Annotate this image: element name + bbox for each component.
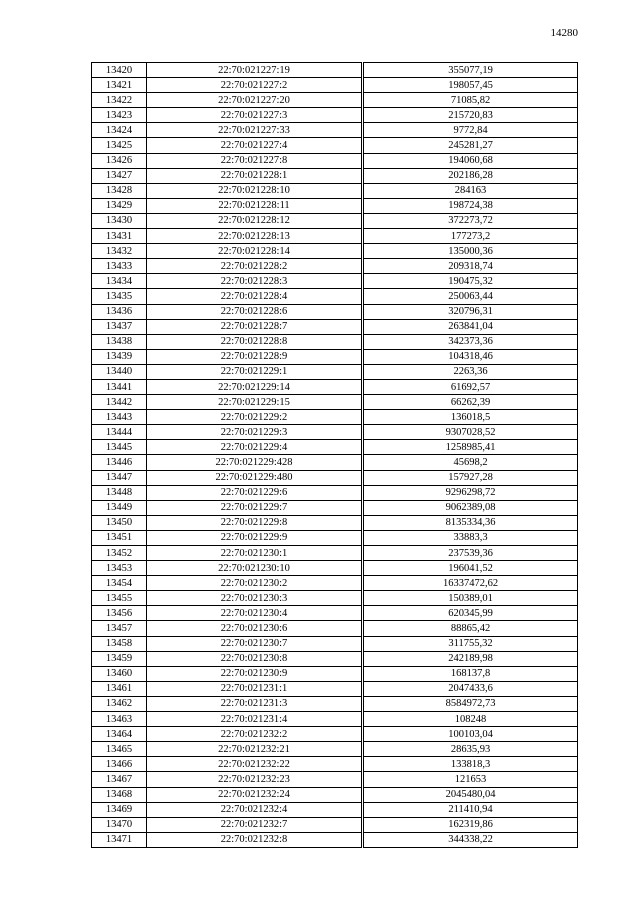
cadastral-value-cell: 61692,57 [364, 379, 578, 394]
row-number-cell: 13436 [92, 304, 147, 319]
cadastral-number-cell: 22:70:021228:9 [147, 349, 362, 364]
cadastral-number-cell: 22:70:021232:8 [147, 832, 362, 847]
cadastral-value-cell: 311755,32 [364, 636, 578, 651]
row-number-cell: 13468 [92, 787, 147, 802]
cadastral-value-cell: 9296298,72 [364, 485, 578, 500]
table-row [92, 440, 578, 455]
cadastral-value-cell: 9772,84 [364, 123, 578, 138]
cadastral-value-cell: 100103,04 [364, 727, 578, 742]
row-number-cell: 13438 [92, 334, 147, 349]
table-row [92, 712, 578, 727]
table-row [92, 530, 578, 545]
cadastral-value-cell: 209318,74 [364, 259, 578, 274]
row-number-cell: 13432 [92, 244, 147, 259]
table-row [92, 319, 578, 334]
cadastral-number-cell: 22:70:021232:7 [147, 817, 362, 832]
row-number-cell: 13440 [92, 364, 147, 379]
cadastral-value-cell: 342373,36 [364, 334, 578, 349]
row-number-cell: 13459 [92, 651, 147, 666]
row-number-cell: 13423 [92, 108, 147, 123]
cadastral-value-cell: 198724,38 [364, 198, 578, 213]
row-number-cell: 13471 [92, 832, 147, 847]
cadastral-value-cell: 215720,83 [364, 108, 578, 123]
cadastral-number-cell: 22:70:021229:3 [147, 425, 362, 440]
row-number-cell: 13425 [92, 138, 147, 153]
row-number-cell: 13452 [92, 546, 147, 561]
cadastral-value-cell: 355077,19 [364, 63, 578, 78]
cadastral-number-cell: 22:70:021227:19 [147, 63, 362, 78]
table-row [92, 108, 578, 123]
table-row [92, 334, 578, 349]
row-number-cell: 13461 [92, 681, 147, 696]
row-number-cell: 13469 [92, 802, 147, 817]
cadastral-number-cell: 22:70:021230:1 [147, 546, 362, 561]
cadastral-value-cell: 168137,8 [364, 666, 578, 681]
row-number-cell: 13444 [92, 425, 147, 440]
cadastral-value-cell: 135000,36 [364, 244, 578, 259]
cadastral-number-cell: 22:70:021229:428 [147, 455, 362, 470]
table-row [92, 425, 578, 440]
cadastral-number-cell: 22:70:021230:6 [147, 621, 362, 636]
cadastral-number-cell: 22:70:021232:22 [147, 757, 362, 772]
cadastral-value-cell: 196041,52 [364, 561, 578, 576]
cadastral-number-cell: 22:70:021228:3 [147, 274, 362, 289]
cadastral-value-cell: 162319,86 [364, 817, 578, 832]
cadastral-value-cell: 104318,46 [364, 349, 578, 364]
table-row [92, 561, 578, 576]
table-row [92, 364, 578, 379]
row-number-cell: 13455 [92, 591, 147, 606]
cadastral-number-cell: 22:70:021229:2 [147, 410, 362, 425]
row-number-cell: 13421 [92, 78, 147, 93]
table-row [92, 395, 578, 410]
table-row [92, 546, 578, 561]
row-number-cell: 13441 [92, 379, 147, 394]
table-row [92, 772, 578, 787]
cadastral-value-cell: 202186,28 [364, 168, 578, 183]
row-number-cell: 13453 [92, 561, 147, 576]
cadastral-number-cell: 22:70:021232:24 [147, 787, 362, 802]
cadastral-value-cell: 108248 [364, 712, 578, 727]
cadastral-number-cell: 22:70:021230:8 [147, 651, 362, 666]
cadastral-number-cell: 22:70:021231:3 [147, 696, 362, 711]
cadastral-value-cell: 16337472,62 [364, 576, 578, 591]
cadastral-number-cell: 22:70:021228:13 [147, 229, 362, 244]
row-number-cell: 13446 [92, 455, 147, 470]
cadastral-number-cell: 22:70:021228:1 [147, 168, 362, 183]
table-row [92, 727, 578, 742]
cadastral-number-cell: 22:70:021230:9 [147, 666, 362, 681]
cadastral-value-cell: 33883,3 [364, 530, 578, 545]
table-row [92, 681, 578, 696]
table-row [92, 123, 578, 138]
cadastral-number-cell: 22:70:021229:6 [147, 485, 362, 500]
row-number-cell: 13457 [92, 621, 147, 636]
cadastral-value-cell: 45698,2 [364, 455, 578, 470]
table-row [92, 274, 578, 289]
row-number-cell: 13462 [92, 696, 147, 711]
table-row [92, 198, 578, 213]
row-number-cell: 13445 [92, 440, 147, 455]
cadastral-value-cell: 250063,44 [364, 289, 578, 304]
cadastral-value-cell: 177273,2 [364, 229, 578, 244]
row-number-cell: 13439 [92, 349, 147, 364]
cadastral-number-cell: 22:70:021230:4 [147, 606, 362, 621]
cadastral-value-cell: 242189,98 [364, 651, 578, 666]
cadastral-number-cell: 22:70:021227:33 [147, 123, 362, 138]
cadastral-value-cell: 28635,93 [364, 742, 578, 757]
table-row [92, 742, 578, 757]
cadastral-value-cell: 9307028,52 [364, 425, 578, 440]
cadastral-number-cell: 22:70:021232:21 [147, 742, 362, 757]
row-number-cell: 13427 [92, 168, 147, 183]
table-row [92, 802, 578, 817]
cadastral-value-cell: 8135334,36 [364, 515, 578, 530]
table-row [92, 78, 578, 93]
table-row [92, 93, 578, 108]
cadastral-number-cell: 22:70:021232:4 [147, 802, 362, 817]
cadastral-value-cell: 133818,3 [364, 757, 578, 772]
cadastral-number-cell: 22:70:021228:6 [147, 304, 362, 319]
table-row [92, 410, 578, 425]
cadastral-number-cell: 22:70:021230:7 [147, 636, 362, 651]
row-number-cell: 13464 [92, 727, 147, 742]
cadastral-number-cell: 22:70:021229:4 [147, 440, 362, 455]
cadastral-value-cell: 263841,04 [364, 319, 578, 334]
row-number-cell: 13458 [92, 636, 147, 651]
cadastral-value-cell: 198057,45 [364, 78, 578, 93]
cadastral-value-cell: 344338,22 [364, 832, 578, 847]
row-number-cell: 13463 [92, 712, 147, 727]
row-number-cell: 13449 [92, 500, 147, 515]
table-row [92, 591, 578, 606]
table-row [92, 757, 578, 772]
table-row [92, 651, 578, 666]
cadastral-number-cell: 22:70:021228:4 [147, 289, 362, 304]
cadastral-number-cell: 22:70:021227:3 [147, 108, 362, 123]
cadastral-value-cell: 284163 [364, 183, 578, 198]
table-row [92, 244, 578, 259]
cadastral-number-cell: 22:70:021230:10 [147, 561, 362, 576]
table-row [92, 455, 578, 470]
cadastral-number-cell: 22:70:021228:2 [147, 259, 362, 274]
table-row [92, 63, 578, 78]
table-row [92, 666, 578, 681]
cadastral-value-table [91, 62, 578, 848]
table-row [92, 576, 578, 591]
row-number-cell: 13450 [92, 515, 147, 530]
cadastral-value-cell: 136018,5 [364, 410, 578, 425]
table-row [92, 621, 578, 636]
cadastral-value-cell: 245281,27 [364, 138, 578, 153]
cadastral-value-cell: 320796,31 [364, 304, 578, 319]
cadastral-value-cell: 88865,42 [364, 621, 578, 636]
cadastral-number-cell: 22:70:021229:480 [147, 470, 362, 485]
row-number-cell: 13433 [92, 259, 147, 274]
cadastral-value-cell: 8584972,73 [364, 696, 578, 711]
table-row [92, 153, 578, 168]
row-number-cell: 13470 [92, 817, 147, 832]
cadastral-number-cell: 22:70:021230:2 [147, 576, 362, 591]
cadastral-number-cell: 22:70:021228:7 [147, 319, 362, 334]
table-row [92, 168, 578, 183]
table-row [92, 606, 578, 621]
cadastral-value-cell: 66262,39 [364, 395, 578, 410]
cadastral-value-cell: 1258985,41 [364, 440, 578, 455]
cadastral-value-cell: 2263,36 [364, 364, 578, 379]
cadastral-value-cell: 2047433,6 [364, 681, 578, 696]
row-number-cell: 13460 [92, 666, 147, 681]
row-number-cell: 13422 [92, 93, 147, 108]
cadastral-number-cell: 22:70:021229:15 [147, 395, 362, 410]
cadastral-value-cell: 211410,94 [364, 802, 578, 817]
cadastral-value-cell: 190475,32 [364, 274, 578, 289]
row-number-cell: 13454 [92, 576, 147, 591]
cadastral-value-cell: 237539,36 [364, 546, 578, 561]
table-row [92, 379, 578, 394]
cadastral-value-cell: 194060,68 [364, 153, 578, 168]
cadastral-number-cell: 22:70:021229:1 [147, 364, 362, 379]
row-number-cell: 13431 [92, 229, 147, 244]
row-number-cell: 13437 [92, 319, 147, 334]
table-row [92, 259, 578, 274]
row-number-cell: 13429 [92, 198, 147, 213]
table-row [92, 485, 578, 500]
cadastral-number-cell: 22:70:021229:14 [147, 379, 362, 394]
cadastral-number-cell: 22:70:021229:8 [147, 515, 362, 530]
cadastral-number-cell: 22:70:021231:1 [147, 681, 362, 696]
cadastral-value-cell: 372273,72 [364, 213, 578, 228]
table-body [92, 63, 578, 848]
cadastral-number-cell: 22:70:021228:11 [147, 198, 362, 213]
table-row [92, 832, 578, 847]
row-number-cell: 13451 [92, 530, 147, 545]
cadastral-number-cell: 22:70:021227:8 [147, 153, 362, 168]
row-number-cell: 13428 [92, 183, 147, 198]
cadastral-number-cell: 22:70:021227:20 [147, 93, 362, 108]
row-number-cell: 13426 [92, 153, 147, 168]
table-row [92, 213, 578, 228]
row-number-cell: 13465 [92, 742, 147, 757]
cadastral-number-cell: 22:70:021229:7 [147, 500, 362, 515]
row-number-cell: 13467 [92, 772, 147, 787]
cadastral-number-cell: 22:70:021228:8 [147, 334, 362, 349]
table-row [92, 229, 578, 244]
cadastral-number-cell: 22:70:021231:4 [147, 712, 362, 727]
cadastral-value-cell: 620345,99 [364, 606, 578, 621]
cadastral-number-cell: 22:70:021228:10 [147, 183, 362, 198]
row-number-cell: 13424 [92, 123, 147, 138]
table-row [92, 183, 578, 198]
row-number-cell: 13443 [92, 410, 147, 425]
table-row [92, 349, 578, 364]
cadastral-value-cell: 157927,28 [364, 470, 578, 485]
table-row [92, 138, 578, 153]
table-row [92, 787, 578, 802]
row-number-cell: 13430 [92, 213, 147, 228]
table-row [92, 500, 578, 515]
cadastral-value-cell: 71085,82 [364, 93, 578, 108]
cadastral-number-cell: 22:70:021230:3 [147, 591, 362, 606]
row-number-cell: 13456 [92, 606, 147, 621]
cadastral-value-cell: 9062389,08 [364, 500, 578, 515]
table-row [92, 636, 578, 651]
cadastral-number-cell: 22:70:021228:12 [147, 213, 362, 228]
row-number-cell: 13435 [92, 289, 147, 304]
row-number-cell: 13448 [92, 485, 147, 500]
cadastral-value-cell: 150389,01 [364, 591, 578, 606]
table-row [92, 470, 578, 485]
cadastral-number-cell: 22:70:021229:9 [147, 530, 362, 545]
cadastral-value-cell: 2045480,04 [364, 787, 578, 802]
cadastral-number-cell: 22:70:021228:14 [147, 244, 362, 259]
table-row [92, 696, 578, 711]
table-row [92, 817, 578, 832]
row-number-cell: 13434 [92, 274, 147, 289]
cadastral-number-cell: 22:70:021232:23 [147, 772, 362, 787]
row-number-cell: 13442 [92, 395, 147, 410]
cadastral-number-cell: 22:70:021232:2 [147, 727, 362, 742]
cadastral-number-cell: 22:70:021227:4 [147, 138, 362, 153]
table-row [92, 289, 578, 304]
row-number-cell: 13466 [92, 757, 147, 772]
row-number-cell: 13420 [92, 63, 147, 78]
table-row [92, 515, 578, 530]
page-number: 14280 [550, 27, 578, 39]
cadastral-value-cell: 121653 [364, 772, 578, 787]
row-number-cell: 13447 [92, 470, 147, 485]
cadastral-number-cell: 22:70:021227:2 [147, 78, 362, 93]
table-row [92, 304, 578, 319]
